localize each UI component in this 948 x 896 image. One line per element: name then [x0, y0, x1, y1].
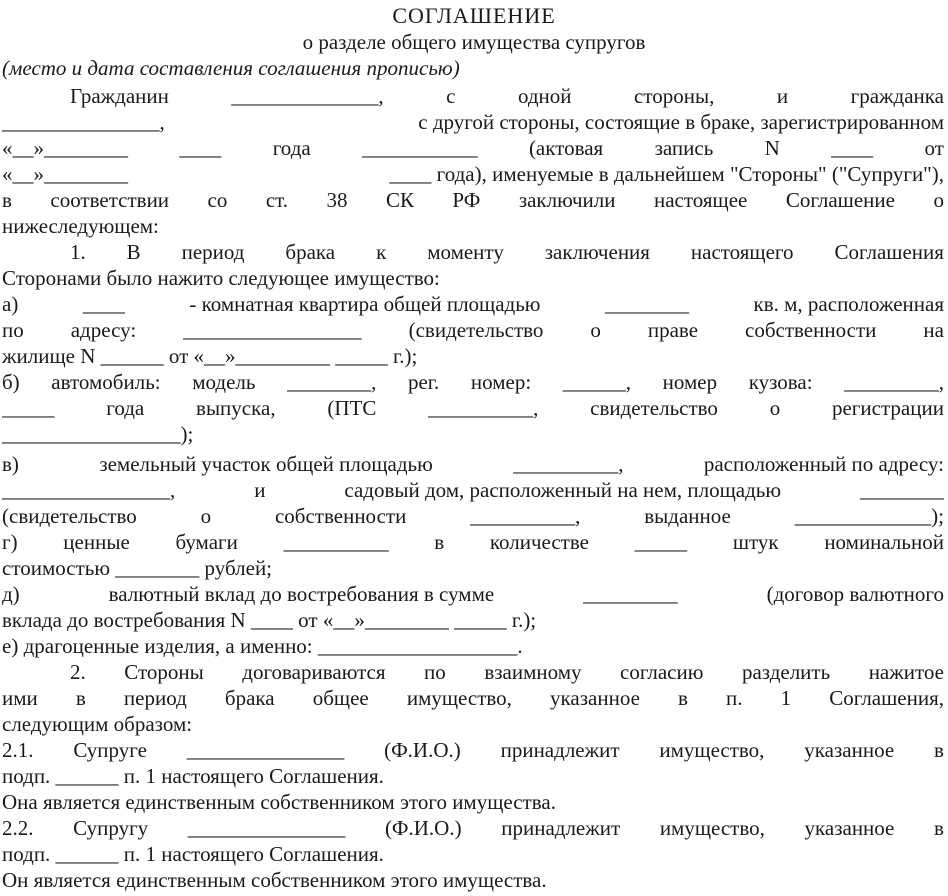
line-segment: штук: [732, 530, 779, 554]
document-title: СОГЛАШЕНИЕ: [392, 3, 556, 28]
line-segment: Соглашения,: [829, 686, 944, 710]
body-line: [2, 503, 944, 529]
line-segment: (свидетельство: [408, 318, 544, 342]
line-segment: ____ года), именуемые в дальнейшем "Стороны" ("Супруги"),: [389, 162, 944, 186]
line-segment: регистрации: [831, 396, 944, 420]
line-segment: выданное: [644, 504, 731, 528]
line-segment: имущество,: [659, 816, 765, 840]
line-segment: общее: [312, 686, 369, 710]
line-segment: Гражданин: [70, 84, 169, 108]
line-segment: N: [764, 136, 780, 160]
line-segment: нижеследующем:: [2, 214, 159, 238]
line-segment: в: [933, 738, 944, 762]
line-segment: о: [200, 504, 212, 528]
line-segment: ____: [82, 292, 125, 316]
line-segment: праве: [647, 318, 699, 342]
line-segment: запись: [654, 136, 714, 160]
line-segment: в: [678, 686, 688, 710]
line-segment: _________________);: [2, 422, 194, 446]
line-segment: по: [2, 318, 24, 342]
line-segment: рег.: [407, 370, 440, 394]
line-segment: взаимному: [484, 660, 582, 684]
line-segment: гражданка: [850, 84, 944, 108]
line-segment: е) драгоценные изделия, а именно: ___________________.: [2, 634, 523, 658]
line-segment: свидетельство: [590, 396, 718, 420]
line-segment: _______________: [187, 816, 346, 840]
line-segment: заключения: [544, 240, 650, 264]
line-segment: о: [933, 188, 944, 212]
line-segment: (Ф.И.О.): [384, 816, 462, 840]
line-segment: 1: [780, 686, 792, 710]
line-segment: указанное: [804, 816, 895, 840]
line-segment: указанное: [550, 686, 640, 710]
line-segment: принадлежит: [501, 816, 621, 840]
line-segment: кв. м, расположенная: [753, 292, 944, 316]
line-segment: заключили: [518, 188, 616, 212]
line-segment: _______________: [186, 738, 345, 762]
body-line: [2, 737, 944, 763]
line-segment: следующим образом:: [2, 712, 193, 736]
line-segment: по: [424, 660, 446, 684]
body-line: [70, 239, 944, 265]
line-segment: период: [181, 240, 245, 264]
line-segment: ст.: [265, 188, 288, 212]
line-segment: года: [106, 396, 145, 420]
body-line: [2, 477, 944, 503]
line-segment: номинальной: [824, 530, 944, 554]
body-line: [2, 763, 944, 789]
line-segment: настоящее: [654, 188, 748, 212]
body-line: [2, 109, 944, 135]
line-segment: согласию: [620, 660, 704, 684]
line-segment: подп. ______ п. 1 настоящего Соглашения.: [2, 764, 384, 788]
line-segment: __________,: [470, 504, 581, 528]
line-segment: земельный участок общей площадью: [99, 452, 433, 476]
line-segment: «__»________: [2, 136, 128, 160]
line-segment: ________: [860, 478, 944, 502]
line-segment: вклада до востребования N ____ от «__»________ _____ г.);: [2, 608, 537, 632]
line-segment: с: [446, 84, 456, 108]
body-line: [2, 633, 944, 659]
line-segment: Соглашение: [785, 188, 895, 212]
line-segment: в: [434, 530, 445, 554]
line-segment: брака: [224, 686, 275, 710]
line-segment: Супруге: [73, 738, 147, 762]
line-segment: ими: [2, 686, 38, 710]
line-segment: брака: [285, 240, 336, 264]
line-segment: имущество,: [659, 738, 765, 762]
body-line: [2, 789, 944, 815]
line-segment: жилище N ______ от «__»_________ _____ г.);: [2, 344, 418, 368]
line-segment: одной: [517, 84, 572, 108]
line-segment: ________,: [287, 370, 377, 394]
line-segment: номер:: [470, 370, 532, 394]
line-segment: адресу:: [70, 318, 137, 342]
line-segment: моменту: [427, 240, 504, 264]
body-line: [2, 451, 944, 477]
line-segment: д): [2, 582, 20, 606]
line-segment: подп. ______ п. 1 настоящего Соглашения.: [2, 842, 384, 866]
line-segment: ______________,: [231, 84, 384, 108]
body-line: [2, 395, 944, 421]
line-segment: Она является единственным собственником этого имущества.: [2, 790, 556, 814]
line-segment: о: [769, 396, 781, 420]
line-segment: - комнатная квартира общей площадью: [189, 292, 541, 316]
line-segment: с другой стороны, состоящие в браке, зарегистрированном: [418, 110, 944, 134]
line-segment: к: [376, 240, 387, 264]
place-date-note: (место и дата составления соглашения прописью): [2, 56, 460, 80]
line-segment: модель: [192, 370, 256, 394]
line-segment: ___________: [362, 136, 478, 160]
line-segment: 2.1.: [2, 738, 34, 762]
line-segment: валютный вклад до востребования в сумме: [108, 582, 495, 606]
line-segment: договариваются: [242, 660, 386, 684]
line-segment: п.: [726, 686, 743, 710]
line-segment: стороны,: [634, 84, 715, 108]
line-segment: _________: [583, 582, 678, 606]
line-segment: в): [2, 452, 19, 476]
line-segment: 38: [326, 188, 348, 212]
line-segment: настоящего: [690, 240, 794, 264]
line-segment: Он является единственным собственником этого имущества.: [2, 868, 547, 892]
line-segment: В: [126, 240, 141, 264]
line-segment: расположенный по адресу:: [703, 452, 944, 476]
line-segment: в: [75, 686, 86, 710]
body-line: [2, 815, 944, 841]
line-segment: РФ: [452, 188, 481, 212]
line-segment: имущество,: [406, 686, 512, 710]
line-segment: _________,: [844, 370, 944, 394]
line-segment: Сторонами было нажито следующее имущество:: [2, 266, 440, 290]
line-segment: (свидетельство: [2, 504, 137, 528]
line-segment: _____: [2, 396, 55, 420]
line-segment: Соглашения: [834, 240, 944, 264]
body-line: [70, 659, 944, 685]
line-segment: на: [923, 318, 944, 342]
body-line: [2, 265, 944, 291]
body-line: [2, 213, 944, 239]
line-segment: ________: [605, 292, 689, 316]
line-segment: ценные: [63, 530, 130, 554]
body-line: [2, 421, 944, 447]
line-segment: _______________,: [2, 110, 165, 134]
body-line: [2, 135, 944, 161]
body-line: [2, 841, 944, 867]
line-segment: и: [776, 84, 789, 108]
line-segment: садовый дом, расположенный на нем, площадью: [344, 478, 782, 502]
line-segment: ____: [179, 136, 222, 160]
line-segment: о: [590, 318, 601, 342]
line-segment: период: [123, 686, 187, 710]
body-line: [2, 317, 944, 343]
line-segment: (договор валютного: [766, 582, 944, 606]
line-segment: _____: [634, 530, 688, 554]
line-segment: автомобиль:: [51, 370, 161, 394]
body-line: [2, 581, 944, 607]
line-segment: в: [2, 188, 12, 212]
line-segment: 1.: [70, 240, 86, 264]
line-segment: __________,: [428, 396, 539, 420]
line-segment: выпуска,: [196, 396, 276, 420]
line-segment: а): [2, 292, 19, 316]
body-line: [2, 291, 944, 317]
body-line: [2, 161, 944, 187]
line-segment: г): [2, 530, 18, 554]
line-segment: со: [207, 188, 228, 212]
body-line: [2, 555, 944, 581]
line-segment: б): [2, 370, 20, 394]
body-line: [2, 711, 944, 737]
line-segment: ______,: [562, 370, 632, 394]
line-segment: __________: [283, 530, 389, 554]
line-segment: указанное: [804, 738, 895, 762]
line-segment: 2.2.: [2, 816, 34, 840]
line-segment: «__»________: [2, 162, 128, 186]
line-segment: принадлежит: [500, 738, 620, 762]
body-line: [2, 607, 944, 633]
line-segment: (актовая: [528, 136, 604, 160]
line-segment: (Ф.И.О.): [384, 738, 461, 762]
line-segment: количестве: [489, 530, 589, 554]
body-line: [2, 685, 944, 711]
body-line: [2, 369, 944, 395]
line-segment: (ПТС: [327, 396, 377, 420]
body-line: [2, 529, 944, 555]
line-segment: года: [272, 136, 311, 160]
line-segment: собственности: [745, 318, 877, 342]
body-line: [70, 83, 944, 109]
line-segment: 2.: [70, 660, 86, 684]
line-segment: ________________,: [2, 478, 176, 502]
line-segment: ____: [831, 136, 874, 160]
line-segment: _________________: [183, 318, 362, 342]
line-segment: _____________);: [794, 504, 944, 528]
line-segment: собственности: [274, 504, 407, 528]
line-segment: и: [254, 478, 266, 502]
body-line: [2, 867, 944, 893]
line-segment: кузова:: [748, 370, 813, 394]
line-segment: нажитое: [868, 660, 944, 684]
body-line: [2, 343, 944, 369]
body-line: [2, 187, 944, 213]
line-segment: стоимостью ________ рублей;: [2, 556, 273, 580]
line-segment: от: [924, 136, 944, 160]
line-segment: разделить: [741, 660, 831, 684]
line-segment: соответствии: [50, 188, 170, 212]
line-segment: бумаги: [175, 530, 238, 554]
line-segment: в: [934, 816, 944, 840]
line-segment: Стороны: [124, 660, 204, 684]
line-segment: СК: [385, 188, 414, 212]
document-subtitle: о разделе общего имущества супругов: [302, 30, 646, 54]
line-segment: __________,: [513, 452, 624, 476]
line-segment: номер: [662, 370, 718, 394]
line-segment: Супругу: [73, 816, 149, 840]
